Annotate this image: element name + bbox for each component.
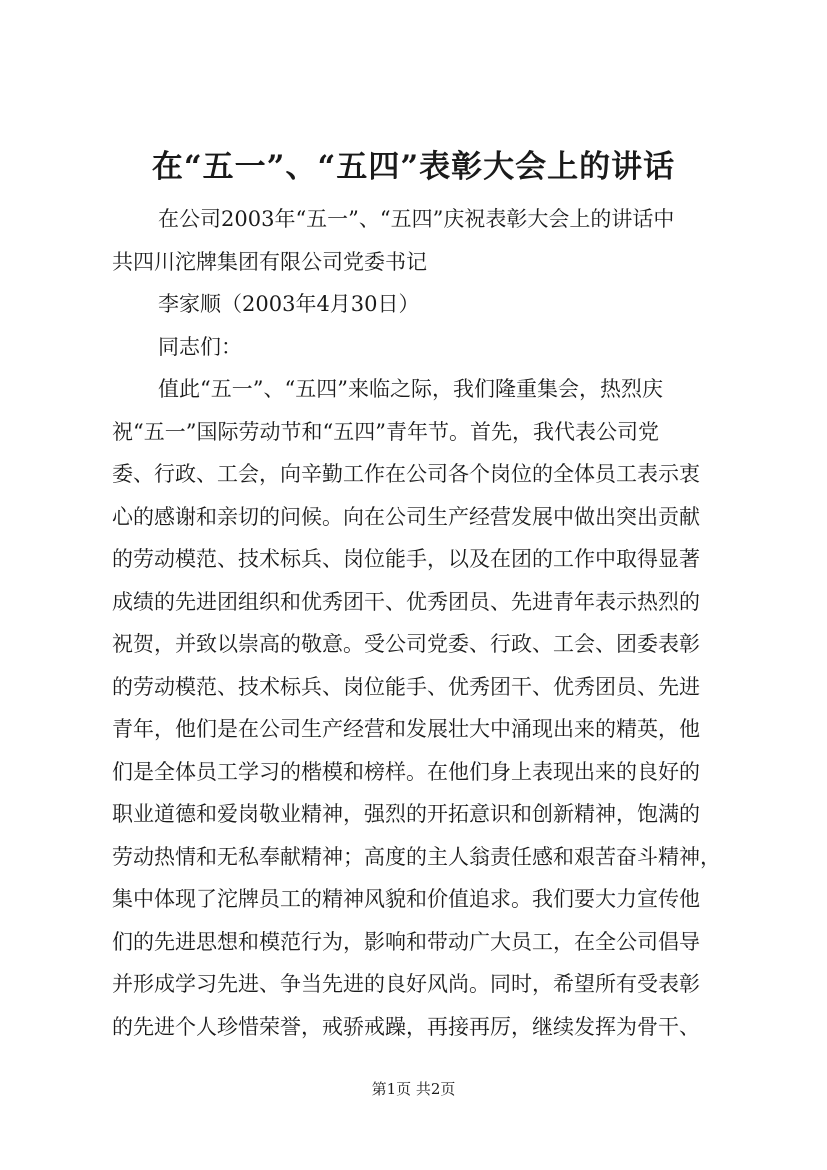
author-line: 李家顺（2003年4月30日） <box>158 292 420 316</box>
document-body <box>112 198 722 1048</box>
body-line: 们是全体员工学习的楷模和榜样。在他们身上表现出来的良好的 <box>112 759 700 784</box>
body-line: 集中体现了沱牌员工的精神风貌和价值追求。我们要大力宣传他 <box>112 887 700 911</box>
body-line: 职业道德和爱岗敬业精神，强烈的开拓意识和创新精神，饱满的 <box>112 802 700 826</box>
body-line: 们的先进思想和模范行为，影响和带动广大员工，在全公司倡导 <box>112 929 700 954</box>
body-line: 的劳动模范、技术标兵、岗位能手，以及在团的工作中取得显著 <box>112 547 700 571</box>
body-line: 青年，他们是在公司生产经营和发展壮大中涌现出来的精英，他 <box>112 717 700 741</box>
salutation: 同志们： <box>158 334 242 359</box>
body-line: 祝贺，并致以崇高的敬意。受公司党委、行政、工会、团委表彰 <box>112 632 700 656</box>
body-line: 的先进个人珍惜荣誉，戒骄戒躁，再接再厉，继续发挥为骨干、 <box>112 1014 700 1039</box>
body-line: 委、行政、工会，向辛勤工作在公司各个岗位的全体员工表示衷 <box>112 462 700 486</box>
heading-line: 共四川沱牌集团有限公司党委书记 <box>112 249 427 274</box>
body-line: 并形成学习先进、争当先进的良好风尚。同时，希望所有受表彰 <box>112 972 700 996</box>
body-line: 成绩的先进团组织和优秀团干、优秀团员、先进青年表示热烈的 <box>112 589 700 614</box>
body-line: 心的感谢和亲切的问候。向在公司生产经营发展中做出突出贡献 <box>112 504 700 529</box>
body-line: 的劳动模范、技术标兵、岗位能手、优秀团干、优秀团员、先进 <box>112 674 700 699</box>
body-line: 祝“五一”国际劳动节和“五四”青年节。首先，我代表公司党 <box>112 419 659 444</box>
document-title: 在“五一”、“五四”表彰大会上的讲话 <box>151 149 676 185</box>
heading-line: 在公司2003年“五一”、“五四”庆祝表彰大会上的讲话中 <box>158 207 675 231</box>
page-footer: 第1页 共2页 <box>371 1080 456 1098</box>
body-line: 值此“五一”、“五四”来临之际，我们隆重集会，热烈庆 <box>158 377 663 401</box>
body-line: 劳动热情和无私奉献精神；高度的主人翁责任感和艰苦奋斗精神， <box>112 844 721 869</box>
